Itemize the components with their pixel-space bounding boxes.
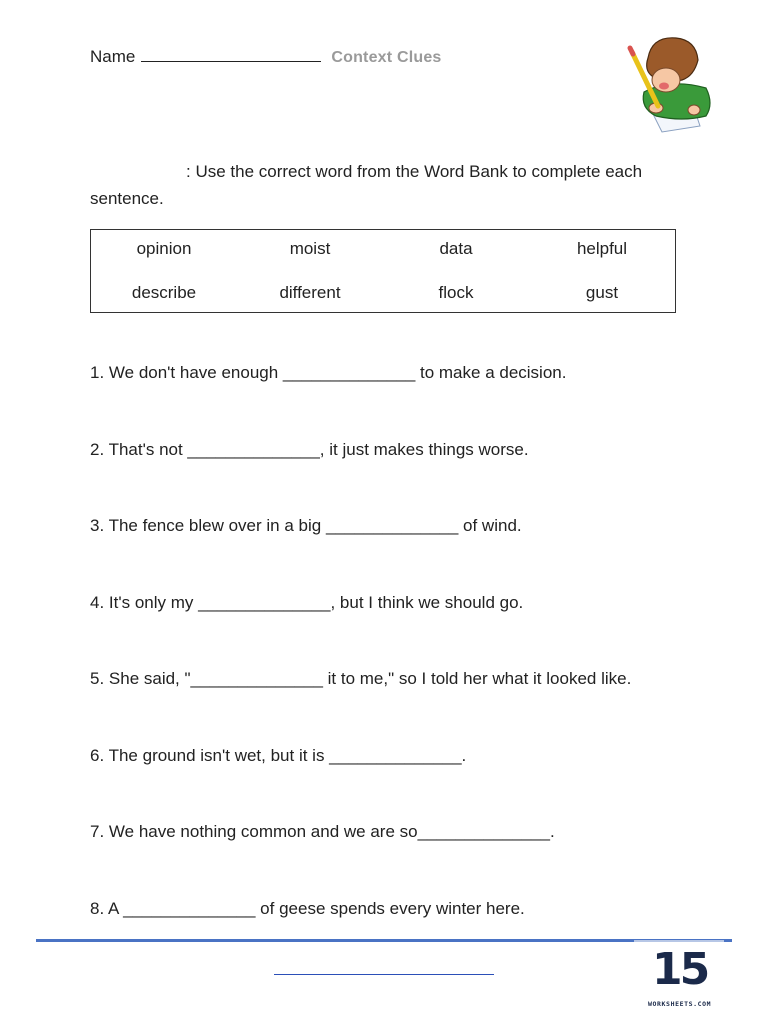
word-bank-item: moist: [289, 239, 331, 258]
name-row: [90, 47, 442, 67]
question-8: 8. A ______________ of geese spends every winter here.: [90, 899, 525, 918]
instructions: [90, 158, 680, 212]
worksheet-title: Context Clues: [331, 49, 442, 66]
instructions-text: : Use the correct word from the Word Bank to complete each sentence.: [90, 162, 643, 208]
question-6: 6. The ground isn't wet, but it is ______________.: [90, 746, 467, 765]
logo-number: 15: [652, 944, 708, 995]
logo-text: WORKSHEETS.COM: [648, 1000, 712, 1008]
word-bank-item: gust: [585, 283, 619, 302]
question-4: 4. It's only my ______________, but I think we should go.: [90, 593, 524, 612]
question-5: 5. She said, "______________ it to me," so I told her what it looked like.: [90, 669, 632, 688]
name-label: Name: [90, 47, 136, 66]
name-blank-line: [141, 47, 321, 62]
worksheets-logo: [648, 946, 724, 1016]
question-2: 2. That's not ______________, it just makes things worse.: [90, 440, 529, 459]
word-bank: [90, 229, 676, 313]
word-bank-item: flock: [438, 283, 474, 302]
footer-link-line[interactable]: [274, 974, 494, 975]
word-bank-item: describe: [131, 283, 197, 302]
word-bank-item: helpful: [576, 239, 628, 258]
logo-accent-bar: [634, 940, 724, 942]
question-3: 3. The fence blew over in a big ______________ of wind.: [90, 516, 522, 535]
word-bank-item: opinion: [136, 239, 192, 258]
student-writing-illustration: [622, 30, 718, 134]
word-bank-item: different: [279, 283, 341, 302]
question-1: 1. We don't have enough ______________ to make a decision.: [90, 363, 567, 382]
word-bank-item: data: [439, 239, 473, 258]
question-7: 7. We have nothing common and we are so______________.: [90, 822, 555, 841]
footer-rule: [36, 939, 732, 942]
